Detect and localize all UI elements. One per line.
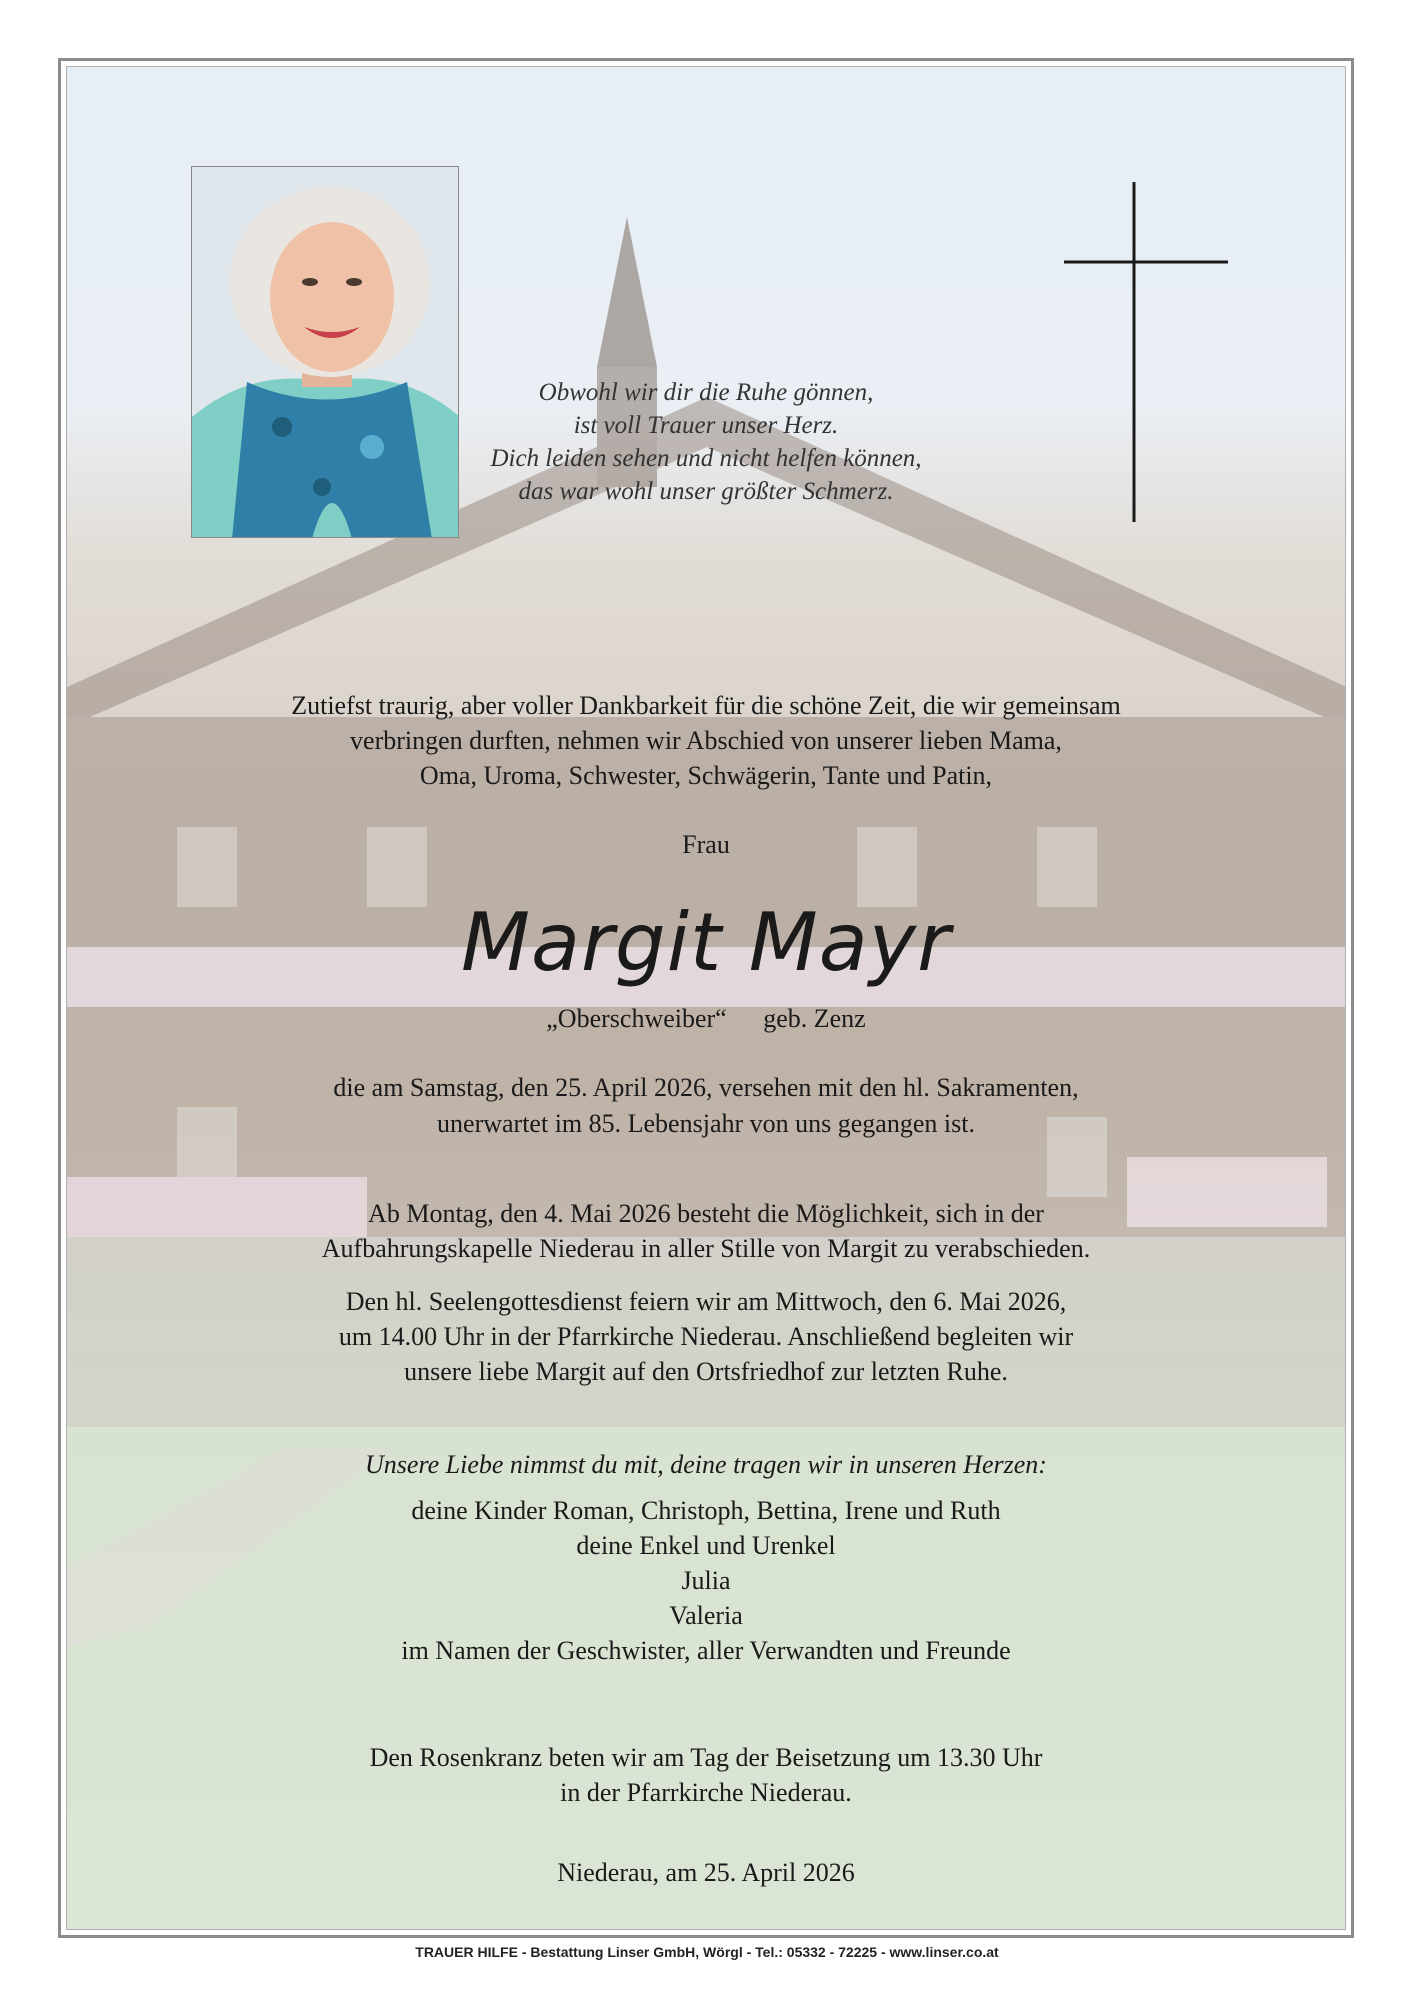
place-date: Niederau, am 25. April 2026	[557, 1858, 855, 1887]
poem-line: Obwohl wir dir die Ruhe gönnen,	[538, 379, 874, 406]
mass-paragraph	[66, 1284, 1346, 1389]
nickname: „Oberschweiber“	[546, 1004, 727, 1033]
poem-line: das war wohl unser größter Schmerz.	[518, 478, 894, 505]
intro-paragraph	[66, 688, 1346, 793]
viewing-line: Ab Montag, den 4. Mai 2026 besteht die Möglichkeit, sich in der	[368, 1199, 1044, 1228]
salutation: Frau	[682, 830, 730, 859]
intro-line: verbringen durften, nehmen wir Abschied von unserer lieben Mama,	[350, 726, 1062, 755]
death-paragraph	[66, 1070, 1346, 1142]
death-line: die am Samstag, den 25. April 2026, versehen mit den hl. Sakramenten,	[333, 1073, 1079, 1102]
birth-name: geb. Zenz	[763, 1004, 866, 1033]
poem-line: ist voll Trauer unser Herz.	[573, 412, 839, 439]
family-line: im Namen der Geschwister, aller Verwandten und Freunde	[401, 1636, 1011, 1665]
family-line: deine Enkel und Urenkel	[576, 1531, 836, 1560]
rosary-line: in der Pfarrkirche Niederau.	[560, 1778, 852, 1807]
rosary-paragraph	[66, 1740, 1346, 1810]
intro-line: Oma, Uroma, Schwester, Schwägerin, Tante und Patin,	[419, 761, 993, 790]
intro-line: Zutiefst traurig, aber voller Dankbarkeit für die schöne Zeit, die wir gemeinsam	[291, 691, 1121, 720]
poem-verse	[66, 376, 1346, 508]
family-line: Valeria	[669, 1601, 743, 1630]
mass-line: Den hl. Seelengottesdienst feiern wir am Mittwoch, den 6. Mai 2026,	[345, 1287, 1067, 1316]
viewing-paragraph	[66, 1196, 1346, 1266]
rosary-line: Den Rosenkranz beten wir am Tag der Beisetzung um 13.30 Uhr	[369, 1743, 1043, 1772]
viewing-line: Aufbahrungskapelle Niederau in aller Stille von Margit zu verabschieden.	[321, 1234, 1091, 1263]
love-line: Unsere Liebe nimmst du mit, deine tragen wir in unseren Herzen:	[365, 1450, 1047, 1479]
mass-line: um 14.00 Uhr in der Pfarrkirche Niederau. Anschließend begleiten wir	[338, 1322, 1074, 1351]
mass-line: unsere liebe Margit auf den Ortsfriedhof zur letzten Ruhe.	[404, 1357, 1008, 1386]
family-line: Julia	[681, 1566, 731, 1595]
deceased-name: Margit Mayr	[460, 896, 952, 989]
poem-line: Dich leiden sehen und nicht helfen können,	[490, 445, 922, 472]
death-line: unerwartet im 85. Lebensjahr von uns gegangen ist.	[437, 1109, 975, 1138]
family-line: deine Kinder Roman, Christoph, Bettina, Irene und Ruth	[411, 1496, 1001, 1525]
name-details	[66, 1004, 1346, 1034]
family-list	[66, 1493, 1346, 1668]
footer-imprint: TRAUER HILFE - Bestattung Linser GmbH, Wörgl - Tel.: 05332 - 72225 - www.linser.co.at	[415, 1944, 999, 1960]
